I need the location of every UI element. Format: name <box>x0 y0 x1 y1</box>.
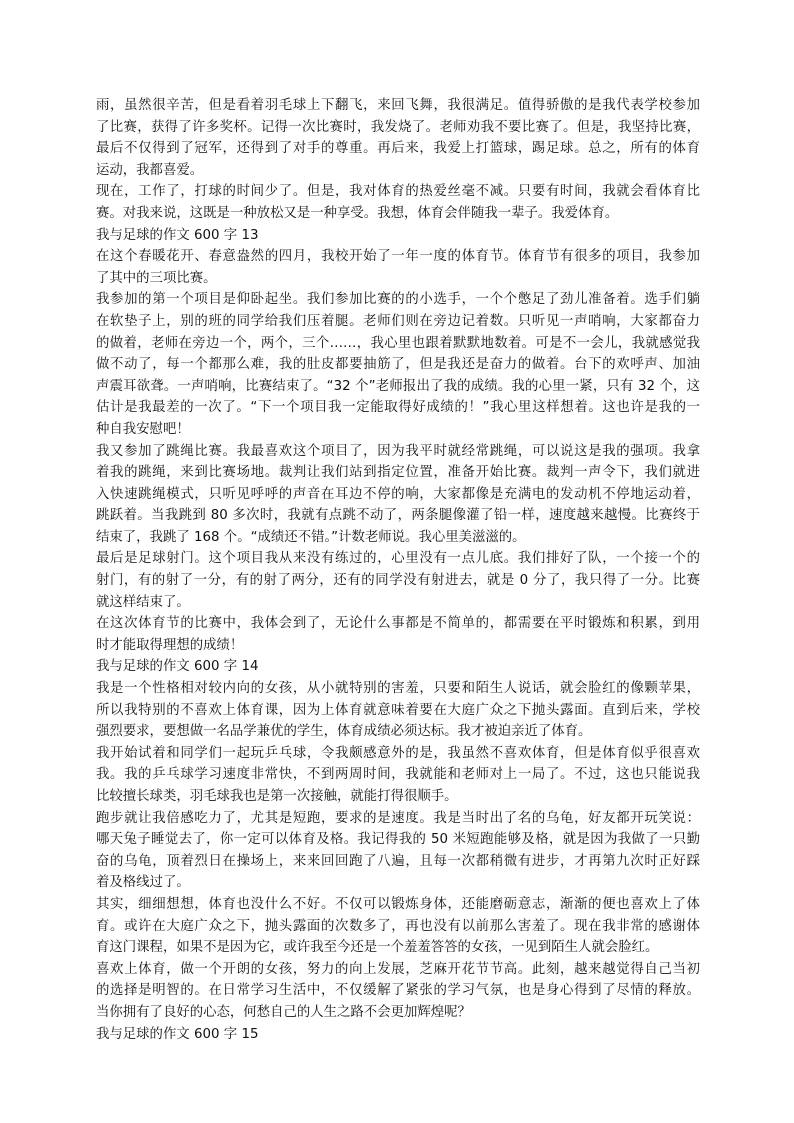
text-line: 其实，细细想想，体育也没什么不好。不仅可以锻炼身体，还能磨砺意志，渐渐的便也喜欢上了体 <box>96 896 700 912</box>
text-line: 在这个春暖花开、春意盎然的四月，我校开始了一年一度的体育节。体育节有很多的项目，我参加 <box>96 249 700 265</box>
text-line: 跑步就让我倍感吃力了，尤其是短跑，要求的是速度。我是当时出了名的乌龟，好友都开玩笑说： <box>96 810 700 826</box>
text-line: 着我的跳绳，来到比赛场地。裁判让我们站到指定位置，准备开始比赛。裁判一声令下，我们就进 <box>96 465 700 481</box>
text-line: 我是一个性格相对较内向的女孩，从小就特别的害羞，只要和陌生人说话，就会脸红的像颗苹果， <box>96 681 700 697</box>
text-line: 的选择是明智的。在日常学习生活中，不仅缓解了紧张的学习气氛，也是身心得到了尽情的释放。 <box>96 983 700 999</box>
text-line: 最后不仅得到了冠军，还得到了对手的尊重。再后来，我爱上打篮球，踢足球。总之，所有的体育 <box>96 141 700 157</box>
text-line: 跳跃着。当我跳到 80 多次时，我就有点跳不动了，两条腿像灌了铅一样，速度越来越慢。比赛终于 <box>96 508 700 524</box>
text-line: 强烈要求，要想做一名品学兼优的学生，体育成绩必须达标。我才被迫亲近了体育。 <box>96 724 592 740</box>
text-line: 的做着，老师在旁边一个，两个，三个……，我心里也跟着默默地数着。可是不一会儿，我就感觉我 <box>96 335 700 351</box>
document-page <box>96 95 700 1045</box>
text-line: 我又参加了跳绳比赛。我最喜欢这个项目了，因为我平时就经常跳绳，可以说这是我的强项。我拿 <box>96 443 700 459</box>
text-line: 时才能取得理想的成绩！ <box>96 637 244 653</box>
text-line: 种自我安慰吧！ <box>96 421 190 437</box>
text-line: 所以我特别的不喜欢上体育课，因为上体育就意味着要在大庭广众之下抛头露面。直到后来，学校 <box>96 702 700 718</box>
text-line: 做不动了，每一个都那么难，我的肚皮都要抽筋了，但是我还是奋力的做着。台下的欢呼声、加油 <box>96 357 700 373</box>
text-line: 现在，工作了，打球的时间少了。但是，我对体育的热爱丝毫不减。只要有时间，我就会看体育比 <box>96 184 700 200</box>
text-line: 结束了，我跳了 168 个。“成绩还不错。”计数老师说。我心里美滋滋的。 <box>96 529 526 545</box>
text-line: 我开始试着和同学们一起玩乒乓球，令我颇感意外的是，我虽然不喜欢体育，但是体育似乎很喜欢 <box>96 745 700 761</box>
text-line: 在这次体育节的比赛中，我体会到了，无论什么事都是不简单的，都需要在平时锻炼和积累，到用 <box>96 616 700 632</box>
text-line: 着及格线过了。 <box>96 875 190 891</box>
text-line: 在软垫子上，别的班的同学给我们压着腿。老师们则在旁边记着数。只听见一声哨响，大家都奋力 <box>96 313 700 329</box>
text-line: 育这门课程，如果不是因为它，或许我至今还是一个羞羞答答的女孩，一见到陌生人就会脸红。 <box>96 940 659 956</box>
text-line: 雨，虽然很辛苦，但是看着羽毛球上下翻飞，来回飞舞，我很满足。值得骄傲的是我代表学校参加 <box>96 98 700 113</box>
text-line: 最后是足球射门。这个项目我从来没有练过的，心里没有一点儿底。我们排好了队，一个接一个的 <box>96 551 700 567</box>
text-line: 声震耳欲聋。一声哨响，比赛结束了。“32 个”老师报出了我的成绩。我的心里一紧，只有 32 个，这 <box>96 378 700 394</box>
text-line: 我参加的第一个项目是仰卧起坐。我们参加比赛的的小选手，一个个憋足了劲儿准备着。选手们躺 <box>96 292 700 308</box>
text-line: 估计是我最差的一次了。“下一个项目我一定能取得好成绩的！”我心里这样想着。这也许是我的一 <box>96 400 700 416</box>
text-line: 入快速跳绳模式，只听见呼呼的声音在耳边不停的响，大家都像是充满电的发动机不停地运动着， <box>96 486 700 502</box>
text-line: 比较擅长球类，羽毛球我也是第一次接触，就能打得很顺手。 <box>96 789 458 804</box>
section-heading: 我与足球的作文 600 字 14 <box>96 659 259 675</box>
text-line: 运动，我都喜爱。 <box>96 162 204 178</box>
text-line: 我。我的乒乓球学习速度非常快，不到两周时间，我就能和老师对上一局了。不过，这也只能说我 <box>96 767 700 783</box>
text-line: 了比赛，获得了许多奖杯。记得一次比赛时，我发烧了。老师劝我不要比赛了。但是，我坚持比赛， <box>96 119 700 135</box>
text-line: 赛。对我来说，这既是一种放松又是一种享受。我想，体育会伴随我一辈子。我爱体育。 <box>96 205 619 221</box>
text-line: 喜欢上体育，做一个开朗的女孩，努力的向上发展，芝麻开花节节高。此刻，越来越觉得自己当初 <box>96 961 700 977</box>
text-line: 育。或许在大庭广众之下，抛头露面的次数多了，再也没有以前那么害羞了。现在我非常的感谢体 <box>96 918 700 934</box>
section-heading: 我与足球的作文 600 字 13 <box>96 227 259 243</box>
text-line: 奋的乌龟，顶着烈日在操场上，来来回回跑了八遍，且每一次都稍微有进步，才再第九次时正好踩 <box>96 853 700 869</box>
text-line: 当你拥有了良好的心态，何愁自己的人生之路不会更加辉煌呢？ <box>96 1004 471 1020</box>
text-line: 射门，有的射了一分，有的射了两分，还有的同学没有射进去，就是 0 分了，我只得了一分。比赛 <box>96 573 700 589</box>
section-heading: 我与足球的作文 600 字 15 <box>96 1026 259 1042</box>
text-line: 就这样结束了。 <box>96 594 190 610</box>
text-line: 哪天兔子睡觉去了，你一定可以体育及格。我记得我的 50 米短跑能够及格，就是因为我做了一只勤 <box>96 832 700 848</box>
text-line: 了其中的三项比赛。 <box>96 270 217 286</box>
